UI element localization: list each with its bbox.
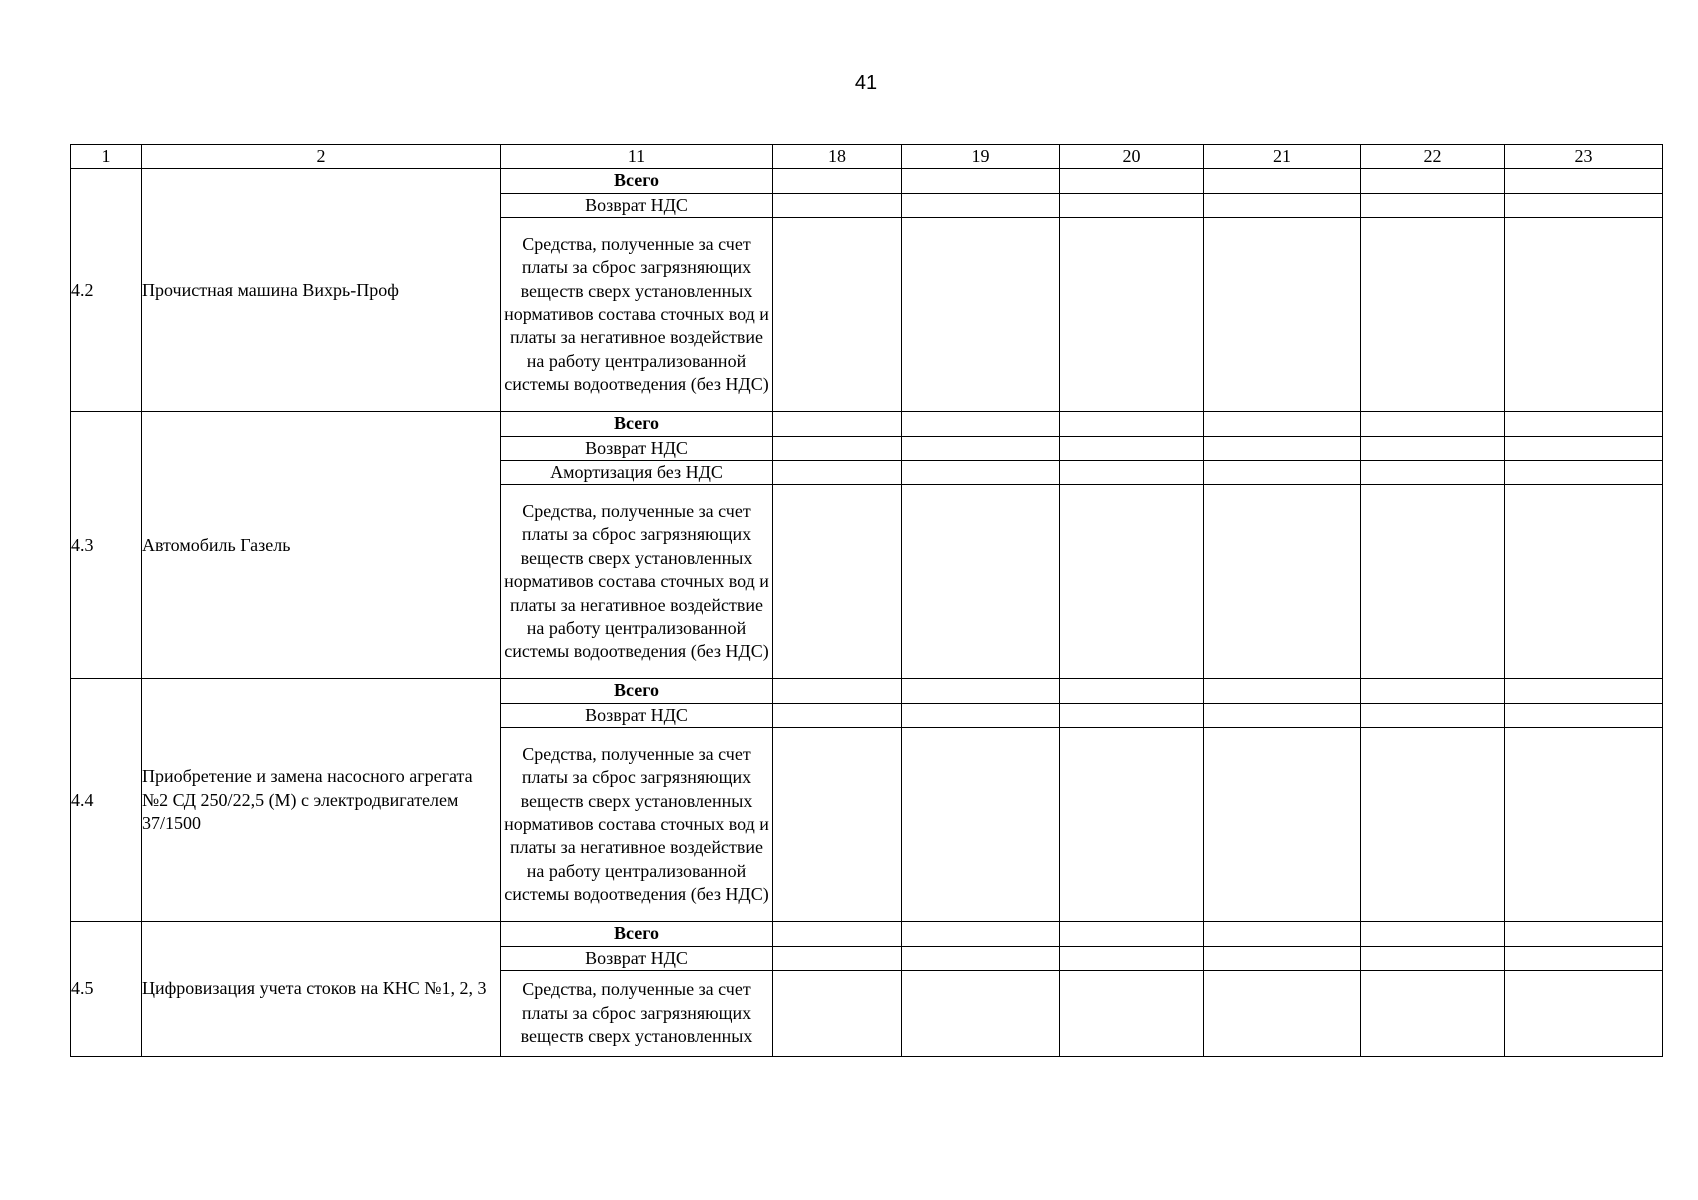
value-cell-col-22 [1361, 728, 1505, 922]
value-cell-col-19 [902, 971, 1060, 1057]
value-cell-col-22 [1361, 679, 1505, 703]
value-cell-col-18 [773, 412, 902, 436]
column-header-2: 2 [142, 145, 501, 169]
value-cell-col-21 [1204, 728, 1361, 922]
value-cell-col-22 [1361, 703, 1505, 727]
value-cell-col-21 [1204, 218, 1361, 412]
value-cell-col-18 [773, 946, 902, 970]
funding-source-label: Средства, полученные за счет платы за сброс загрязняющих веществ сверх установленных нормативов состава сточных вод и платы за негативное воздействие на работу централизованной системы водоотведения (без НДС) [501, 218, 773, 412]
value-cell-col-18 [773, 703, 902, 727]
value-cell-col-19 [902, 703, 1060, 727]
value-cell-col-20 [1060, 946, 1204, 970]
value-cell-col-23 [1505, 922, 1663, 946]
value-cell-col-21 [1204, 169, 1361, 193]
item-name: Прочистная машина Вихрь-Проф [142, 169, 501, 412]
column-header-20: 20 [1060, 145, 1204, 169]
table-row [71, 412, 1663, 436]
value-cell-col-23 [1505, 218, 1663, 412]
column-header-22: 22 [1361, 145, 1505, 169]
value-cell-col-20 [1060, 461, 1204, 485]
value-cell-col-23 [1505, 461, 1663, 485]
value-cell-col-18 [773, 436, 902, 460]
value-cell-col-23 [1505, 169, 1663, 193]
value-cell-col-21 [1204, 971, 1361, 1057]
value-cell-col-23 [1505, 412, 1663, 436]
value-cell-col-23 [1505, 728, 1663, 922]
header-row [71, 145, 1663, 169]
item-name: Приобретение и замена насосного агрегата №2 СД 250/22,5 (М) с электродвигателем 37/1500 [142, 679, 501, 922]
funding-source-label: Амортизация без НДС [501, 461, 773, 485]
value-cell-col-18 [773, 169, 902, 193]
value-cell-col-20 [1060, 703, 1204, 727]
value-cell-col-18 [773, 461, 902, 485]
value-cell-col-19 [902, 193, 1060, 217]
value-cell-col-20 [1060, 218, 1204, 412]
item-number: 4.2 [71, 169, 142, 412]
value-cell-col-23 [1505, 436, 1663, 460]
funding-source-label: Средства, полученные за счет платы за сброс загрязняющих веществ сверх установленных [501, 971, 773, 1057]
value-cell-col-18 [773, 679, 902, 703]
value-cell-col-23 [1505, 971, 1663, 1057]
value-cell-col-19 [902, 485, 1060, 679]
funding-source-label: Средства, полученные за счет платы за сброс загрязняющих веществ сверх установленных нормативов состава сточных вод и платы за негативное воздействие на работу централизованной системы водоотведения (без НДС) [501, 728, 773, 922]
page-number: 41 [854, 72, 878, 94]
value-cell-col-22 [1361, 169, 1505, 193]
value-cell-col-23 [1505, 946, 1663, 970]
value-cell-col-18 [773, 218, 902, 412]
value-cell-col-20 [1060, 412, 1204, 436]
value-cell-col-18 [773, 922, 902, 946]
value-cell-col-21 [1204, 461, 1361, 485]
value-cell-col-21 [1204, 193, 1361, 217]
value-cell-col-23 [1505, 703, 1663, 727]
value-cell-col-21 [1204, 436, 1361, 460]
item-name: Автомобиль Газель [142, 412, 501, 679]
item-number: 4.5 [71, 922, 142, 1057]
value-cell-col-22 [1361, 922, 1505, 946]
funding-source-label: Возврат НДС [501, 946, 773, 970]
value-cell-col-20 [1060, 922, 1204, 946]
value-cell-col-20 [1060, 679, 1204, 703]
value-cell-col-23 [1505, 193, 1663, 217]
value-cell-col-21 [1204, 679, 1361, 703]
value-cell-col-22 [1361, 218, 1505, 412]
funding-source-label: Возврат НДС [501, 193, 773, 217]
value-cell-col-21 [1204, 485, 1361, 679]
item-number: 4.4 [71, 679, 142, 922]
item-number: 4.3 [71, 412, 142, 679]
value-cell-col-20 [1060, 436, 1204, 460]
funding-source-label: Средства, полученные за счет платы за сброс загрязняющих веществ сверх установленных нормативов состава сточных вод и платы за негативное воздействие на работу централизованной системы водоотведения (без НДС) [501, 485, 773, 679]
value-cell-col-21 [1204, 922, 1361, 946]
value-cell-col-22 [1361, 461, 1505, 485]
value-cell-col-19 [902, 922, 1060, 946]
table-body [71, 145, 1663, 1057]
column-header-18: 18 [773, 145, 902, 169]
funding-total-label: Всего [501, 169, 773, 193]
value-cell-col-18 [773, 485, 902, 679]
value-cell-col-19 [902, 461, 1060, 485]
value-cell-col-19 [902, 412, 1060, 436]
value-cell-col-22 [1361, 946, 1505, 970]
value-cell-col-19 [902, 946, 1060, 970]
value-cell-col-20 [1060, 193, 1204, 217]
value-cell-col-19 [902, 679, 1060, 703]
value-cell-col-20 [1060, 485, 1204, 679]
column-header-19: 19 [902, 145, 1060, 169]
value-cell-col-20 [1060, 169, 1204, 193]
value-cell-col-22 [1361, 412, 1505, 436]
column-header-1: 1 [71, 145, 142, 169]
value-cell-col-20 [1060, 728, 1204, 922]
value-cell-col-22 [1361, 436, 1505, 460]
investment-table [70, 144, 1663, 1057]
value-cell-col-21 [1204, 412, 1361, 436]
value-cell-col-18 [773, 728, 902, 922]
value-cell-col-22 [1361, 971, 1505, 1057]
value-cell-col-18 [773, 193, 902, 217]
value-cell-col-19 [902, 436, 1060, 460]
value-cell-col-22 [1361, 193, 1505, 217]
value-cell-col-21 [1204, 703, 1361, 727]
value-cell-col-19 [902, 218, 1060, 412]
value-cell-col-23 [1505, 679, 1663, 703]
value-cell-col-20 [1060, 971, 1204, 1057]
value-cell-col-18 [773, 971, 902, 1057]
value-cell-col-22 [1361, 485, 1505, 679]
table-row [71, 679, 1663, 703]
funding-total-label: Всего [501, 922, 773, 946]
table-row [71, 169, 1663, 193]
table-row [71, 922, 1663, 946]
funding-total-label: Всего [501, 412, 773, 436]
value-cell-col-21 [1204, 946, 1361, 970]
column-header-23: 23 [1505, 145, 1663, 169]
item-name: Цифровизация учета стоков на КНС №1, 2, 3 [142, 922, 501, 1057]
funding-source-label: Возврат НДС [501, 436, 773, 460]
column-header-11: 11 [501, 145, 773, 169]
funding-total-label: Всего [501, 679, 773, 703]
value-cell-col-19 [902, 169, 1060, 193]
funding-source-label: Возврат НДС [501, 703, 773, 727]
value-cell-col-19 [902, 728, 1060, 922]
column-header-21: 21 [1204, 145, 1361, 169]
value-cell-col-23 [1505, 485, 1663, 679]
